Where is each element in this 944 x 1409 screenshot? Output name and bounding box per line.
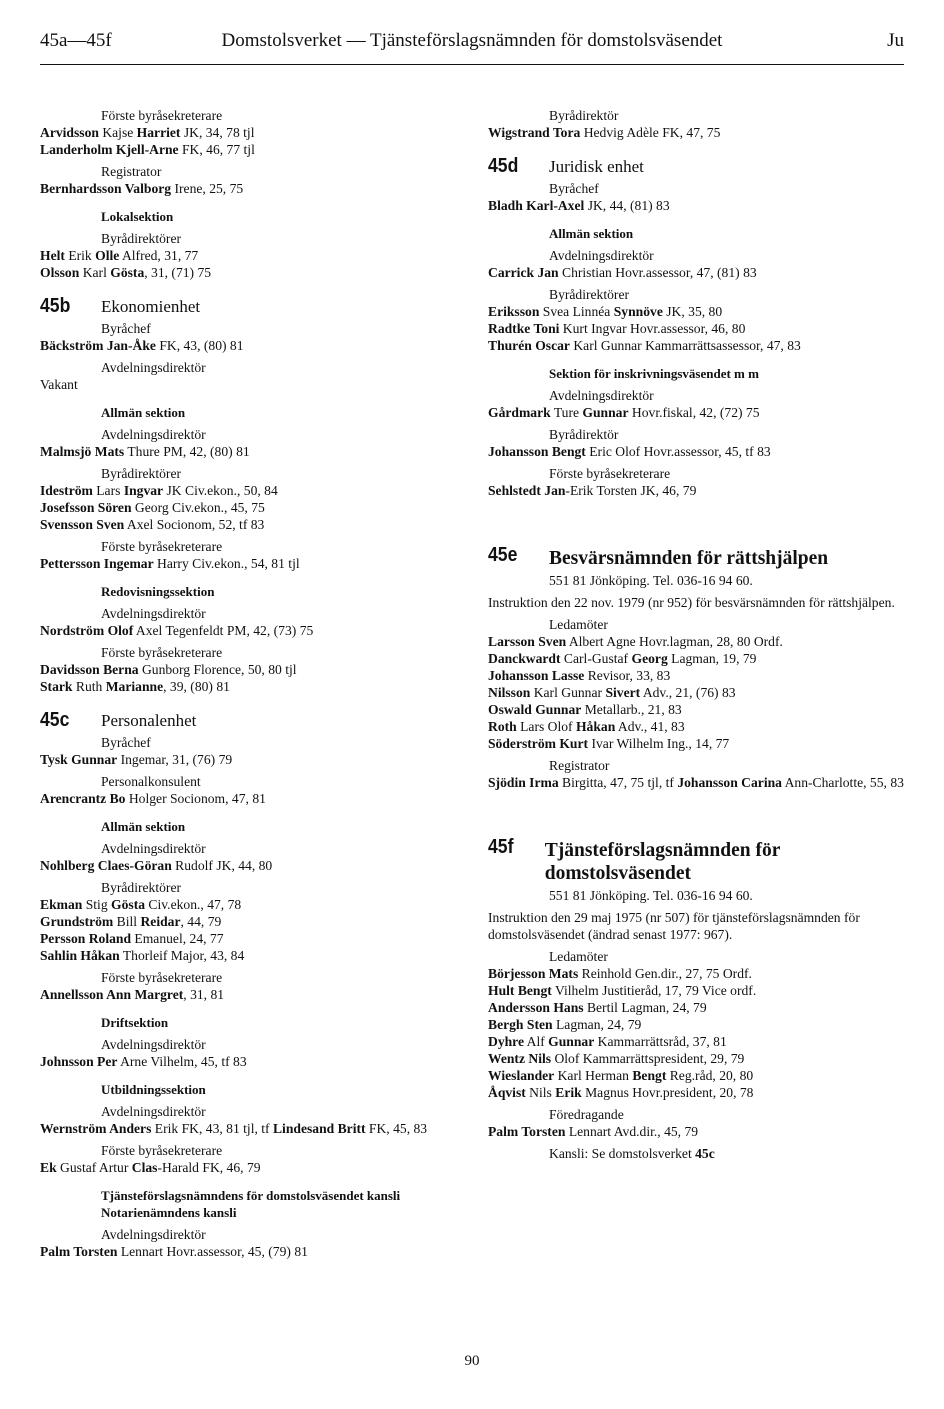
role-title: Byråchef	[101, 735, 151, 750]
person-entry	[488, 303, 904, 320]
text-part: JK, 44, (81) 83	[584, 198, 670, 213]
name-part: Palm Torsten	[488, 1124, 566, 1139]
role-title: Förste byråsekreterare	[101, 1143, 223, 1158]
name-part: Larsson Sven	[488, 634, 567, 649]
person-entry	[488, 1123, 904, 1140]
role-title: Registrator	[549, 758, 610, 773]
person-entry	[488, 482, 904, 499]
section-title: Juridisk enhet	[549, 157, 644, 176]
text-part: Lagman, 19, 79	[667, 651, 757, 666]
subsection-line: Allmän sektion	[101, 819, 186, 834]
subsection-line: Lokalsektion	[101, 209, 174, 224]
text-part: JK Civ.ekon., 50, 84	[163, 483, 278, 498]
section-title: Personalenhet	[101, 711, 197, 730]
role-title	[488, 1145, 904, 1162]
text-part: Rudolf JK, 44, 80	[171, 858, 273, 873]
person-entry	[40, 555, 470, 572]
name-part: Johansson Lasse	[488, 668, 585, 683]
name-part: Pettersson Ingemar	[40, 556, 154, 571]
name-part: Clas	[131, 1160, 158, 1175]
role-title: Förste byråsekreterare	[101, 970, 223, 985]
name-part: Sjödin Irma	[488, 775, 559, 790]
role-title: Avdelningsdirektör	[101, 360, 206, 375]
section-heading	[40, 295, 470, 317]
person-entry	[488, 667, 904, 684]
text-part: Emanuel, 24, 77	[131, 931, 224, 946]
name-part: Gösta	[111, 897, 146, 912]
name-part: Gösta	[110, 265, 145, 280]
text-part: Bill	[113, 914, 141, 929]
text-part: Lennart Hovr.assessor, 45, (79) 81	[117, 1244, 308, 1259]
person-entry	[40, 376, 470, 393]
name-part: Carrick Jan	[488, 265, 559, 280]
text-part: Erik FK, 43, 81 tjl, tf	[151, 1121, 273, 1136]
name-part: 45c	[695, 1146, 715, 1161]
text-part: -Erik Torsten JK, 46, 79	[565, 483, 697, 498]
role-title: Byrådirektör	[549, 427, 619, 442]
name-part: Johnsson Per	[40, 1054, 118, 1069]
person-entry	[488, 965, 904, 982]
text-part: Kurt Ingvar Hovr.assessor, 46, 80	[559, 321, 746, 336]
name-part: Dyhre	[488, 1034, 524, 1049]
name-part: Radtke Toni	[488, 321, 560, 336]
person-entry	[488, 197, 904, 214]
text-part: , 31, (71) 75	[144, 265, 212, 280]
role-title: Förste byråsekreterare	[101, 539, 223, 554]
name-part: Gunnar	[548, 1034, 595, 1049]
name-part: Bladh Karl-Axel	[488, 198, 585, 213]
person-entry	[488, 982, 904, 999]
role-title: Avdelningsdirektör	[101, 841, 206, 856]
person-entry	[488, 1067, 904, 1084]
role-title: Byrådirektörer	[101, 231, 182, 246]
person-entry	[488, 1016, 904, 1033]
text-part: Nils	[525, 1085, 556, 1100]
name-part: Johansson Bengt	[488, 444, 586, 459]
role-title: Byrådirektörer	[101, 880, 182, 895]
text-part: Karl Gunnar	[530, 685, 606, 700]
person-entry	[40, 1120, 470, 1137]
text-part: Adv., 21, (76) 83	[640, 685, 736, 700]
text-part: Civ.ekon., 47, 78	[145, 897, 242, 912]
subsection-line: Allmän sektion	[549, 226, 634, 241]
name-part: Josefsson Sören	[40, 500, 132, 515]
person-entry	[488, 404, 904, 421]
instruction-text: Instruktion den 29 maj 1975 (nr 507) för tjänsteförslagsnämnden för domstolsväsendet (ändrad senast 1977: 967).	[488, 910, 860, 942]
person-entry	[488, 774, 904, 791]
name-part: Bengt	[632, 1068, 667, 1083]
text-part: Revisor, 33, 83	[584, 668, 671, 683]
subsection-line: Allmän sektion	[101, 405, 186, 420]
text-part: Adv., 41, 83	[615, 719, 685, 734]
subsection-heading	[488, 225, 904, 242]
section-title: Besvärsnämnden för rättshjälpen	[549, 548, 829, 569]
text-part: Ture	[550, 405, 583, 420]
text-part: Eric Olof Hovr.assessor, 45, tf 83	[585, 444, 771, 459]
person-entry	[40, 516, 470, 533]
text-part: Axel Socionom, 52, tf 83	[124, 517, 265, 532]
text-part: Stig	[82, 897, 112, 912]
name-part: Nilsson	[488, 685, 531, 700]
name-part: Olle	[95, 248, 120, 263]
role-title: Ledamöter	[549, 617, 608, 632]
person-entry	[488, 701, 904, 718]
text-part: Erik	[64, 248, 96, 263]
name-part: Marianne	[105, 679, 164, 694]
person-entry	[40, 930, 470, 947]
name-part: Johansson Carina	[677, 775, 782, 790]
header-range: 45a—45f	[40, 30, 112, 51]
instruction-text: Instruktion den 22 nov. 1979 (nr 952) för besvärsnämnden för rättshjälpen.	[488, 595, 895, 610]
text-part: Harry Civ.ekon., 54, 81 tjl	[153, 556, 300, 571]
name-part: Ingvar	[123, 483, 164, 498]
name-part: Gunnar	[582, 405, 629, 420]
text-part: Karl Gunnar Kammarrättsassessor, 47, 83	[569, 338, 801, 353]
subsection-line: Sektion för inskrivningsväsendet m m	[549, 366, 759, 381]
person-entry	[488, 633, 904, 650]
text-part: Vilhelm Justitieråd, 17, 79 Vice ordf.	[551, 983, 757, 998]
person-entry	[40, 443, 470, 460]
section-number: 45b	[40, 295, 71, 317]
role-title: Avdelningsdirektör	[101, 427, 206, 442]
role-title: Förste byråsekreterare	[101, 645, 223, 660]
text-part: Irene, 25, 75	[171, 181, 244, 196]
name-part: Gårdmark	[488, 405, 551, 420]
person-entry	[488, 264, 904, 281]
role-title: Avdelningsdirektör	[101, 1227, 206, 1242]
name-part: Landerholm Kjell-Arne	[40, 142, 179, 157]
text-part: Reinhold Gen.dir., 27, 75 Ordf.	[578, 966, 752, 981]
name-part: Wigstrand Tora	[488, 125, 581, 140]
person-entry	[40, 678, 470, 695]
section-heading	[40, 709, 470, 731]
subsection-heading	[40, 208, 470, 225]
text-part: -Harald FK, 46, 79	[157, 1160, 261, 1175]
text-part: Svea Linnéa	[539, 304, 614, 319]
section-heading	[488, 155, 904, 177]
subsection-line: Notarienämndens kansli	[101, 1205, 237, 1220]
name-part: Börjesson Mats	[488, 966, 579, 981]
subsection-line: Driftsektion	[101, 1015, 169, 1030]
text-part: Kammarrättsråd, 37, 81	[594, 1034, 727, 1049]
person-entry	[40, 661, 470, 678]
name-part: Hult Bengt	[488, 983, 552, 998]
name-part: Nordström Olof	[40, 623, 134, 638]
name-part: Wieslander	[488, 1068, 555, 1083]
name-part: Wentz Nils	[488, 1051, 552, 1066]
address-line: 551 81 Jönköping. Tel. 036-16 94 60.	[549, 573, 753, 588]
name-part: Annellsson Ann Margret	[40, 987, 184, 1002]
person-entry	[488, 1033, 904, 1050]
person-entry	[488, 718, 904, 735]
text-part: Vakant	[40, 377, 78, 392]
text-part: Lagman, 24, 79	[552, 1017, 642, 1032]
person-entry	[40, 790, 470, 807]
name-part: Persson Roland	[40, 931, 132, 946]
role-title: Byrådirektör	[549, 108, 619, 123]
left-column	[40, 102, 470, 1260]
role-title: Avdelningsdirektör	[549, 388, 654, 403]
name-part: Georg	[631, 651, 668, 666]
text-part: Christian Hovr.assessor, 47, (81) 83	[558, 265, 757, 280]
text-part: Kajse	[98, 125, 137, 140]
text-part: Metallarb., 21, 83	[581, 702, 682, 717]
person-entry	[40, 141, 470, 158]
text-part: Hedvig Adèle FK, 47, 75	[580, 125, 721, 140]
role-title: Registrator	[101, 164, 162, 179]
name-part: Ekman	[40, 897, 83, 912]
subsection-line: Utbildningssektion	[101, 1082, 206, 1097]
name-part: Palm Torsten	[40, 1244, 118, 1259]
person-entry	[488, 999, 904, 1016]
name-part: Sivert	[605, 685, 641, 700]
person-entry	[40, 857, 470, 874]
text-part: Gustaf Artur	[56, 1160, 132, 1175]
name-part: Thurén Oscar	[488, 338, 570, 353]
name-part: Ideström	[40, 483, 93, 498]
role-title: Byråchef	[549, 181, 599, 196]
text-part: Albert Agne Hovr.lagman, 28, 80 Ordf.	[566, 634, 783, 649]
name-part: Oswald Gunnar	[488, 702, 582, 717]
subsection-heading	[40, 1014, 470, 1031]
text-part: Lennart Avd.dir., 45, 79	[565, 1124, 699, 1139]
text-part: JK, 34, 78 tjl	[180, 125, 255, 140]
page-number: 90	[464, 1353, 480, 1369]
name-part: Stark	[40, 679, 73, 694]
person-entry	[40, 896, 470, 913]
person-entry	[40, 913, 470, 930]
person-entry	[40, 499, 470, 516]
name-part: Nohlberg Claes-Göran	[40, 858, 172, 873]
text-part: Thure PM, 42, (80) 81	[124, 444, 250, 459]
text-part: Hovr.fiskal, 42, (72) 75	[628, 405, 760, 420]
text-part: Arne Vilhelm, 45, tf 83	[117, 1054, 247, 1069]
person-entry	[40, 622, 470, 639]
name-part: Ek	[40, 1160, 57, 1175]
header-department: Ju	[887, 30, 904, 51]
role-title: Byrådirektörer	[101, 466, 182, 481]
text-part: Georg Civ.ekon., 45, 75	[131, 500, 265, 515]
section-number: 45d	[488, 155, 519, 177]
name-part: Arencrantz Bo	[40, 791, 126, 806]
person-entry	[40, 247, 470, 264]
name-part: Grundström	[40, 914, 114, 929]
section-heading	[488, 836, 904, 885]
subsection-line: Redovisningssektion	[101, 584, 215, 599]
person-entry	[40, 482, 470, 499]
person-entry	[40, 947, 470, 964]
header-title: Domstolsverket — Tjänsteförslagsnämnden för domstolsväsendet	[221, 30, 723, 51]
role-title: Förste byråsekreterare	[549, 466, 671, 481]
subsection-heading	[40, 583, 470, 600]
page-header	[40, 30, 904, 65]
spacer	[488, 499, 904, 519]
name-part: Andersson Hans	[488, 1000, 584, 1015]
person-entry	[488, 684, 904, 701]
role-title: Ledamöter	[549, 949, 608, 964]
text-part: Gunborg Florence, 50, 80 tjl	[138, 662, 297, 677]
person-entry	[40, 1243, 470, 1260]
text-part: Ivar Wilhelm Ing., 14, 77	[588, 736, 730, 751]
role-title: Byrådirektörer	[549, 287, 630, 302]
role-title: Avdelningsdirektör	[101, 1104, 206, 1119]
text-part: Reg.råd, 20, 80	[666, 1068, 754, 1083]
name-part: Malmsjö Mats	[40, 444, 125, 459]
text-part: FK, 45, 83	[365, 1121, 428, 1136]
name-part: Helt	[40, 248, 65, 263]
role-title: Avdelningsdirektör	[101, 1037, 206, 1052]
person-entry	[40, 180, 470, 197]
subsection-heading	[40, 1081, 470, 1098]
text-part: FK, 46, 77 tjl	[178, 142, 255, 157]
person-entry	[40, 1159, 470, 1176]
text-part: Alfred, 31, 77	[119, 248, 199, 263]
person-entry	[488, 1084, 904, 1101]
text-part: Holger Socionom, 47, 81	[125, 791, 266, 806]
text-part: Kansli: Se domstolsverket	[549, 1146, 696, 1161]
role-title: Byråchef	[101, 321, 151, 336]
name-part: Svensson Sven	[40, 517, 125, 532]
text-part: Olof Kammarrättspresident, 29, 79	[551, 1051, 745, 1066]
name-part: Bäckström Jan-Åke	[40, 338, 156, 353]
text-part: Carl-Gustaf	[560, 651, 632, 666]
person-entry	[40, 264, 470, 281]
text-part: Karl Herman	[554, 1068, 633, 1083]
section-heading	[488, 544, 904, 570]
section-title: Tjänsteförslagsnämnden för domstolsväsendet	[544, 840, 780, 884]
text-part: , 39, (80) 81	[163, 679, 230, 694]
person-entry	[40, 124, 470, 141]
person-entry	[40, 1053, 470, 1070]
text-part: Ann-Charlotte, 55, 83	[781, 775, 904, 790]
person-entry	[488, 320, 904, 337]
section-title: Ekonomienhet	[101, 297, 201, 316]
name-part: Davidsson Berna	[40, 662, 139, 677]
name-part: Arvidsson	[40, 125, 99, 140]
subsection-heading	[40, 404, 470, 421]
role-title: Föredragande	[549, 1107, 624, 1122]
role-title: Personalkonsulent	[101, 774, 201, 789]
text-part: Alf	[524, 1034, 549, 1049]
person-entry	[488, 124, 904, 141]
text-part: , 44, 79	[180, 914, 222, 929]
name-part: Erik	[555, 1085, 582, 1100]
right-column	[488, 102, 904, 1162]
text-part: FK, 43, (80) 81	[155, 338, 244, 353]
person-entry	[488, 735, 904, 752]
name-part: Danckwardt	[488, 651, 561, 666]
person-entry	[40, 986, 470, 1003]
name-part: Håkan	[575, 719, 616, 734]
name-part: Eriksson	[488, 304, 540, 319]
name-part: Söderström Kurt	[488, 736, 589, 751]
role-title: Avdelningsdirektör	[549, 248, 654, 263]
person-entry	[488, 650, 904, 667]
spacer	[488, 791, 904, 811]
name-part: Lindesand Britt	[272, 1121, 366, 1136]
text-part: , 31, 81	[183, 987, 225, 1002]
text-part: JK, 35, 80	[662, 304, 723, 319]
text-part: Ruth	[72, 679, 106, 694]
name-part: Synnöve	[613, 304, 663, 319]
role-title: Avdelningsdirektör	[101, 606, 206, 621]
text-part: Lars	[92, 483, 124, 498]
subsection-line: Tjänsteförslagsnämndens för domstolsväsendet kansli	[101, 1188, 401, 1203]
name-part: Wernström Anders	[40, 1121, 152, 1136]
text-part: Karl	[79, 265, 111, 280]
person-entry	[488, 337, 904, 354]
name-part: Bernhardsson Valborg	[40, 181, 172, 196]
section-number: 45e	[488, 544, 518, 566]
person-entry	[40, 751, 470, 768]
person-entry	[40, 337, 470, 354]
text-part: Lars Olof	[516, 719, 576, 734]
person-entry	[488, 1050, 904, 1067]
name-part: Sahlin Håkan	[40, 948, 120, 963]
text-part: Axel Tegenfeldt PM, 42, (73) 75	[133, 623, 314, 638]
person-entry	[488, 443, 904, 460]
subsection-heading	[488, 365, 904, 382]
name-part: Sehlstedt Jan	[488, 483, 566, 498]
name-part: Olsson	[40, 265, 80, 280]
text-part: Thorleif Major, 43, 84	[119, 948, 245, 963]
text-part: Ingemar, 31, (76) 79	[117, 752, 233, 767]
address-line: 551 81 Jönköping. Tel. 036-16 94 60.	[549, 888, 753, 903]
section-number: 45c	[40, 709, 70, 731]
subsection-heading	[40, 818, 470, 835]
name-part: Tysk Gunnar	[40, 752, 118, 767]
name-part: Åqvist	[488, 1085, 526, 1100]
name-part: Reidar	[140, 914, 181, 929]
name-part: Roth	[488, 719, 517, 734]
section-number: 45f	[488, 836, 514, 858]
text-part: Magnus Hovr.president, 20, 78	[581, 1085, 754, 1100]
text-part: Birgitta, 47, 75 tjl, tf	[558, 775, 678, 790]
role-title: Förste byråsekreterare	[101, 108, 223, 123]
subsection-heading	[40, 1187, 470, 1221]
name-part: Harriet	[136, 125, 181, 140]
name-part: Bergh Sten	[488, 1017, 553, 1032]
text-part: Bertil Lagman, 24, 79	[583, 1000, 707, 1015]
